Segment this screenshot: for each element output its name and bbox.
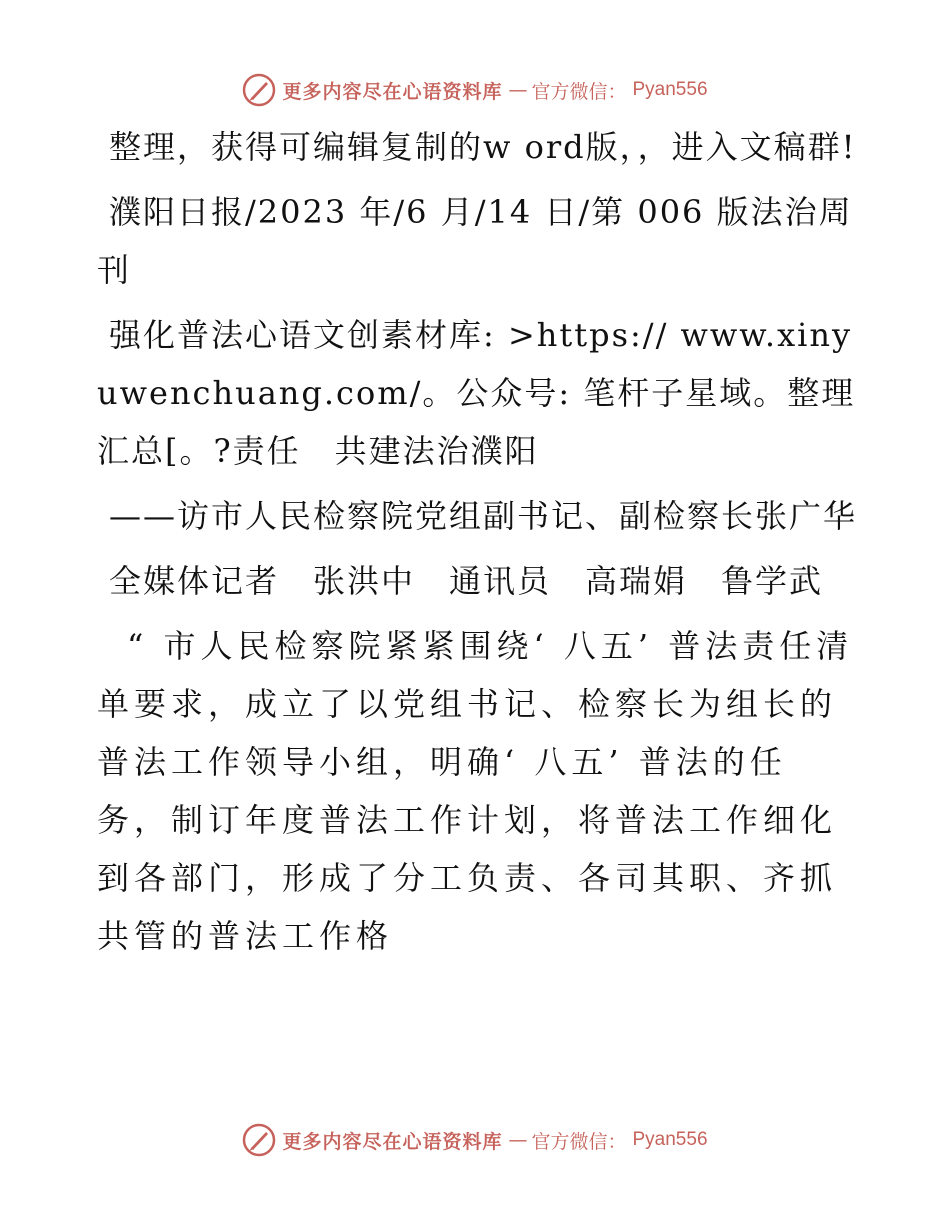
watermark-wechat-id: Pyan556 [632,1129,708,1150]
watermark-banner-bottom [0,1120,950,1160]
paragraph-title: 强化普法心语文创素材库: >https:// www.xinyuwenchuang.com/。公众号: 笔杆子星域。整理汇总[。?责任 共建法治濮阳 [97,316,856,470]
watermark-brand: 更多内容尽在心语资料库 [282,80,503,103]
quill-logo-icon [242,1123,276,1157]
paragraph-byline: 全媒体记者 张洪中 通讯员 高瑞娟 鲁学武 [109,562,824,600]
quill-logo-icon [242,73,276,107]
watermark-wechat-label: 官方微信： [531,80,627,103]
document-body [97,118,857,972]
paragraph-source: 濮阳日报/2023 年/6 月/14 日/第 006 版法治周刊 [97,193,853,289]
paragraph-intro: 整理，获得可编辑复制的w ord版，，进入文稿群! [109,128,857,166]
watermark-wechat-id: Pyan556 [632,79,708,100]
watermark-brand: 更多内容尽在心语资料库 [282,1130,503,1153]
watermark-dash: — [508,79,526,101]
watermark-dash: — [508,1129,526,1151]
watermark-banner-top [0,70,950,110]
paragraph-body: “ 市人民检察院紧紧围绕‘ 八五’ 普法责任清单要求，成立了以党组书记、检察长为组长的普法工作领导小组，明确‘ 八五’ 普法的任务，制订年度普法工作计划，将普法工作细化到各部门，形成了分工负责、各司其职、齐抓共管的普法工作格 [97,627,854,955]
watermark-wechat-label: 官方微信： [531,1130,627,1153]
paragraph-subtitle: ——访市人民检察院党组副书记、副检察长张广华 [109,497,858,535]
